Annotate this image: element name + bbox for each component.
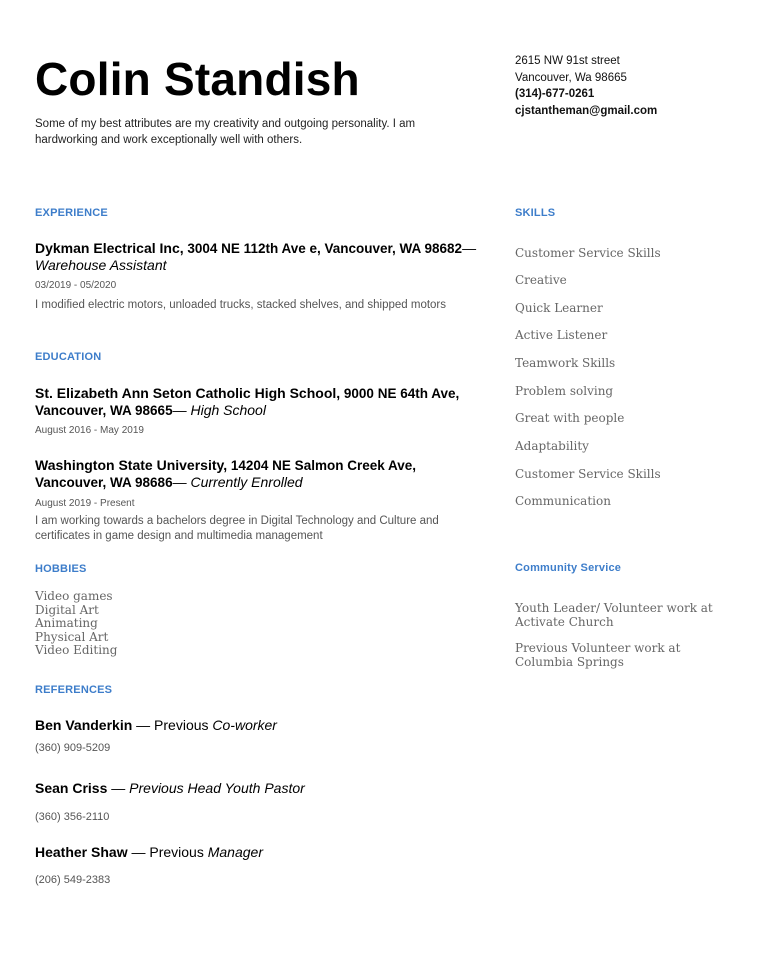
title-dash: — <box>462 240 477 256</box>
reference-name <box>35 780 305 796</box>
skill-item: Problem solving <box>515 384 614 398</box>
education-dates: August 2016 - May 2019 <box>35 425 144 436</box>
reference-sep: — Previous <box>132 717 213 733</box>
education-entry-title <box>35 385 475 419</box>
reference-phone: (360) 909-5209 <box>35 742 111 754</box>
email: cjstantheman@gmail.com <box>515 104 658 117</box>
summary: Some of my best attributes are my creativity and outgoing personality. I am hardworking and work exceptionally well with others. <box>35 118 416 146</box>
skill-item: Creative <box>515 273 567 287</box>
contact-block <box>515 53 657 119</box>
employer-location: 3004 NE 112th Ave e, Vancouver, WA 98682 <box>183 241 463 256</box>
school-name: Washington State University, <box>35 457 228 473</box>
reference-phone: (206) 549-2383 <box>35 874 111 886</box>
skill-item: Communication <box>515 494 611 508</box>
list-item: Video Editing <box>35 643 118 657</box>
school-name: St. Elizabeth Ann Seton Catholic High School, <box>35 385 341 401</box>
list-item: Video games <box>35 589 113 603</box>
school-location: 9000 NE 64th Ave, Vancouver, WA 98665 <box>35 386 460 418</box>
school-role: Currently Enrolled <box>190 474 303 490</box>
reference-person: Heather Shaw <box>35 844 128 860</box>
job-role: Warehouse Assistant <box>35 257 167 273</box>
hobbies-heading: HOBBIES <box>35 563 87 575</box>
community-item: Previous Volunteer work at Columbia Springs <box>515 641 681 669</box>
list-item: Animating <box>35 616 98 630</box>
list-item: Digital Art <box>35 602 99 617</box>
phone: (314)-677-0261 <box>515 88 595 100</box>
education-heading: EDUCATION <box>35 351 102 363</box>
reference-sep: — Previous <box>127 844 208 860</box>
address-line1: 2615 NW 91st street <box>515 55 620 67</box>
skill-item: Active Listener <box>515 328 608 342</box>
school-location: 14204 NE Salmon Creek Ave, Vancouver, WA 98686 <box>35 458 416 490</box>
skill-item: Customer Service Skills <box>515 246 661 260</box>
experience-entry-title <box>35 240 485 274</box>
skills-heading: SKILLS <box>515 207 556 219</box>
skill-item: Teamwork Skills <box>515 356 616 370</box>
experience-heading: EXPERIENCE <box>35 207 108 219</box>
community-service-heading: Community Service <box>515 562 622 574</box>
reference-name <box>35 844 263 860</box>
title-dash: — <box>172 402 191 418</box>
reference-role: Co-worker <box>212 717 277 733</box>
education-entry-title <box>35 457 455 491</box>
skill-item: Customer Service Skills <box>515 467 661 481</box>
employer-name: Dykman Electrical Inc, <box>35 240 184 256</box>
address-line2: Vancouver, Wa 98665 <box>515 71 627 84</box>
reference-name <box>35 717 277 733</box>
reference-sep: — <box>107 780 130 796</box>
reference-person: Ben Vanderkin <box>35 717 133 733</box>
education-description: I am working towards a bachelors degree in Digital Technology and Culture and certificates in game design and multimedia management <box>35 515 439 542</box>
reference-phone: (360) 356-2110 <box>35 811 110 823</box>
title-dash: — <box>172 474 191 490</box>
community-item: Youth Leader/ Volunteer work at Activate Church <box>515 601 713 629</box>
skill-item: Quick Learner <box>515 301 603 315</box>
reference-role: Manager <box>207 844 263 860</box>
resume-name: Colin Standish <box>35 53 360 105</box>
experience-description: I modified electric motors, unloaded trucks, stacked shelves, and shipped motors <box>35 299 447 311</box>
skill-item: Adaptability <box>515 439 589 453</box>
reference-role: Previous Head Youth Pastor <box>129 780 305 796</box>
experience-dates: 03/2019 - 05/2020 <box>35 280 117 291</box>
school-role: High School <box>190 402 266 418</box>
education-dates: August 2019 - Present <box>35 498 135 509</box>
reference-person: Sean Criss <box>35 780 108 796</box>
skill-item: Great with people <box>515 411 625 425</box>
hobbies-list <box>35 590 117 658</box>
references-heading: REFERENCES <box>35 684 113 696</box>
list-item: Physical Art <box>35 629 109 644</box>
